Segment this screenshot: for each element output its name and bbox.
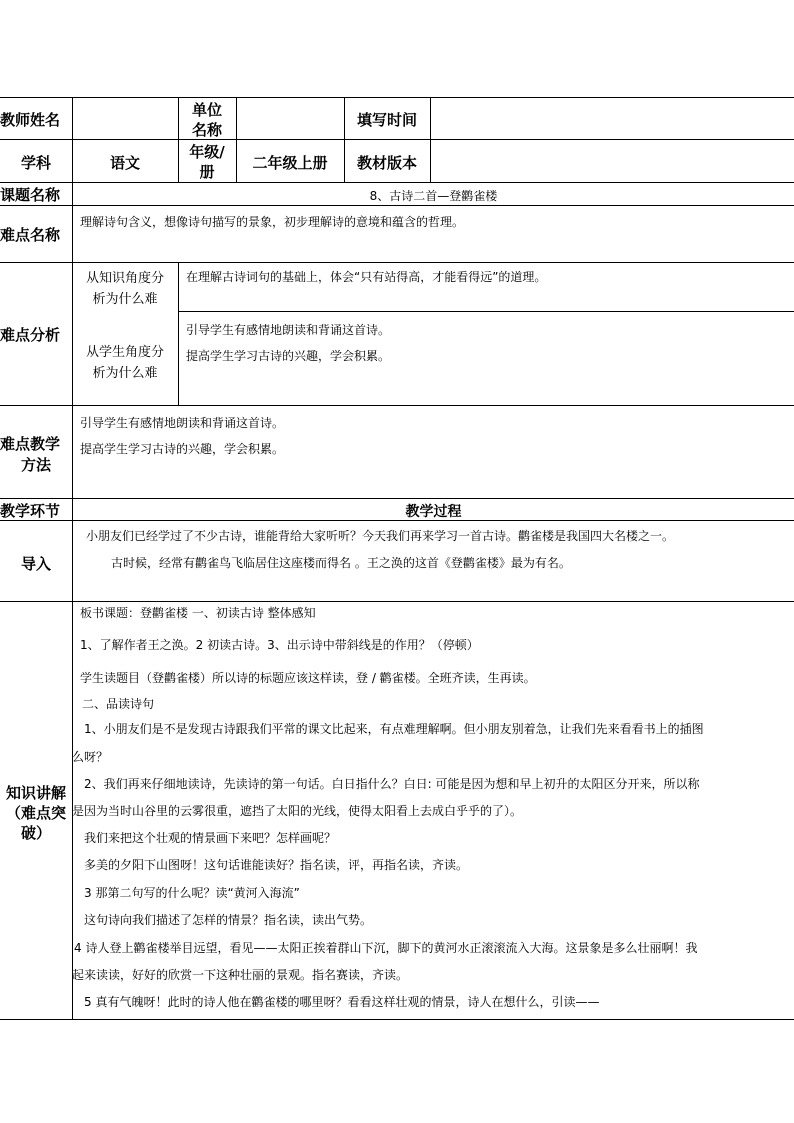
subject-value: 语文 (109, 154, 140, 172)
explain-line: 学生读题目（登鹳雀楼）所以诗的标题应该这样读，登 / 鹳雀楼。全班齐读，生再读。 (80, 671, 536, 685)
teaching-process-label: 教学过程 (405, 504, 462, 520)
knowledge-angle-label: 析为什么难 (92, 292, 158, 307)
row-divider (0, 601, 794, 602)
fill-time-label: 填写时间 (356, 111, 417, 129)
row-divider (0, 182, 794, 183)
row-divider (178, 311, 794, 312)
difficulty-analysis-label: 难点分析 (0, 326, 61, 344)
teaching-method-line: 提高学生学习古诗的兴趣，学会积累。 (80, 442, 285, 456)
knowledge-angle-label: 从知识角度分 (85, 271, 164, 286)
row-divider (0, 262, 794, 263)
explain-line: 5 真有气魄呀！此时的诗人他在鹳雀楼的哪里呀？看看这样壮观的情景，诗人在想什么，引读—— (84, 995, 600, 1009)
teaching-step-label: 教学环节 (0, 502, 61, 520)
explain-line: 板书课题：登鹳雀楼 一、初读古诗 整体感知 (80, 606, 316, 620)
teacher-name-label: 教师姓名 (0, 111, 61, 129)
introduction-line: 小朋友们已经学过了不少古诗，谁能背给大家听听？今天我们再来学习一首古诗。鹳雀楼是我国四大名楼之一。 (86, 529, 675, 543)
student-angle-label: 从学生角度分 (85, 345, 164, 360)
explain-line: 4 诗人登上鹳雀楼举目远望，看见——太阳正挨着群山下沉，脚下的黄河水正滚滚流入大海。这景象是多么壮丽啊！我 (74, 941, 698, 955)
teaching-method-line: 引导学生有感情地朗读和背诵这首诗。 (80, 416, 285, 430)
student-angle-label: 析为什么难 (92, 366, 158, 381)
explain-line: 起来读读，好好的欣赏一下这种壮丽的景观。指名赛读，齐读。 (72, 968, 409, 982)
column-divider (72, 97, 73, 1020)
row-divider (0, 205, 794, 206)
difficulty-name-label: 难点名称 (0, 226, 61, 244)
subject-label: 学科 (20, 154, 51, 172)
row-divider (0, 498, 794, 499)
student-angle-line: 引导学生有感情地朗读和背诵这首诗。 (186, 323, 391, 337)
explain-line: 2、我们再来仔细地读诗，先读诗的第一句话。白日指什么？白日: 可能是因为想和早上初升的太阳区分开来，所以称 (84, 777, 700, 791)
knowledge-explain-label: 破） (20, 824, 51, 842)
introduction-label: 导入 (20, 555, 51, 573)
lesson-title-value: 8、古诗二首—登鹳雀楼 (369, 189, 498, 203)
column-divider (178, 262, 179, 405)
row-divider (0, 405, 794, 406)
explain-line: 这句诗向我们描述了怎样的情景？指名读，读出气势。 (84, 913, 373, 927)
row-divider (0, 139, 794, 140)
edition-label: 教材版本 (356, 154, 417, 172)
explain-line: 么呀？ (72, 750, 109, 764)
table-top-border (0, 97, 794, 98)
lesson-title-label: 课题名称 (0, 186, 61, 204)
grade-label: 册 (199, 163, 215, 181)
difficulty-name-value: 理解诗句含义，想像诗句描写的景象，初步理解诗的意境和蕴含的哲理。 (80, 215, 465, 229)
explain-line: 多美的夕阳下山图呀！这句话谁能读好？指名读，评，再指名读，齐读。 (84, 858, 469, 872)
explain-line: 是因为当时山谷里的云雾很重，遮挡了太阳的光线，使得太阳看上去成白乎乎的了）。 (72, 804, 523, 818)
column-divider (430, 97, 431, 182)
table-bottom-border (0, 1019, 794, 1020)
introduction-line: 古时候，经常有鹳雀鸟飞临居住这座楼而得名 。王之涣的这首《登鹳雀楼》最为有名。 (111, 556, 571, 570)
student-angle-line: 提高学生学习古诗的兴趣，学会积累。 (186, 349, 391, 363)
explain-line: 二、品读诗句 (82, 697, 155, 711)
explain-line: 3 那第二句写的什么呢？读“黄河入海流” (84, 886, 300, 900)
teaching-method-label: 方法 (20, 456, 51, 474)
teaching-method-label: 难点教学 (0, 435, 61, 453)
knowledge-explain-label: （难点突 (5, 804, 66, 822)
knowledge-angle-value: 在理解古诗词句的基础上，体会“只有站得高，才能看得远”的道理。 (186, 270, 547, 284)
explain-line: 1、了解作者王之涣。2 初读古诗。3、出示诗中带斜线是的作用？（停顿） (80, 638, 479, 652)
unit-name-label: 名称 (191, 121, 222, 139)
grade-label: 年级/ (189, 143, 225, 161)
unit-name-label: 单位 (191, 101, 222, 119)
explain-line: 1、小朋友们是不是发现古诗跟我们平常的课文比起来，有点难理解啊。但小朋友别着急，让我们先来看看书上的插图 (84, 722, 704, 736)
explain-line: 我们来把这个壮观的情景画下来吧？怎样画呢？ (84, 831, 337, 845)
knowledge-explain-label: 知识讲解 (5, 784, 66, 802)
grade-value: 二年级上册 (252, 154, 328, 172)
